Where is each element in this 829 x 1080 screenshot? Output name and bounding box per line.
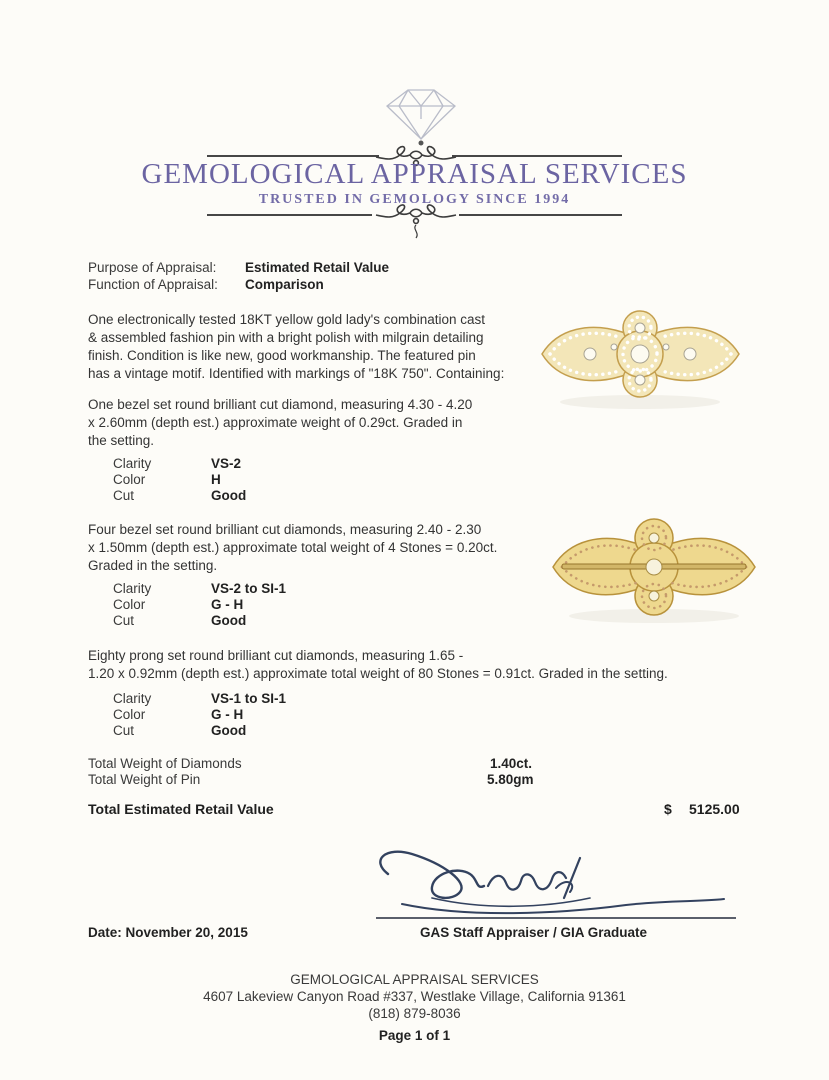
cut-label: Cut [113,723,135,738]
cut-value: Good [211,723,247,738]
description-line: One electronically tested 18KT yellow gold lady's combination cast [88,312,486,327]
pin-front-photo [538,298,743,414]
clarity-value: VS-2 to SI-1 [211,581,287,596]
color-label: Color [113,472,146,487]
stone-line: Four bezel set round brilliant cut diamonds, measuring 2.40 - 2.30 [88,522,482,537]
stone-1-grades [113,456,246,504]
cut-value: Good [211,488,247,503]
company-tagline: TRUSTED IN GEMOLOGY SINCE 1994 [258,192,571,207]
header-rule-bottom-left [207,214,372,216]
description-line: has a vintage motif. Identified with markings of "18K 750". Containing: [88,366,505,381]
total-pin-label: Total Weight of Pin [88,772,201,787]
total-diamonds-value: 1.40ct. [490,756,533,771]
footer-company: GEMOLOGICAL APPRAISAL SERVICES [290,972,539,987]
appraiser-title: GAS Staff Appraiser / GIA Graduate [420,925,648,940]
stone-2-grades [113,581,286,629]
page-number: Page 1 of 1 [378,1028,451,1043]
clarity-label: Clarity [113,691,152,706]
header-rule-bottom-right [459,214,622,216]
color-label: Color [113,707,146,722]
color-label: Color [113,597,146,612]
description-line: & assembled fashion pin with a bright polish with milgrain detailing [88,330,484,345]
color-value: H [211,472,221,487]
stone-line: Eighty prong set round brilliant cut diamonds, measuring 1.65 - [88,648,464,663]
cut-label: Cut [113,488,135,503]
stone-3-description [88,647,668,683]
footer-phone: (818) 879-8036 [368,1006,461,1021]
pin-back-photo [548,506,760,628]
item-description [88,311,504,383]
clarity-value: VS-2 [211,456,242,471]
stone-line: x 2.60mm (depth est.) approximate weight of 0.29ct. Graded in [88,415,463,430]
description-line: finish. Condition is like new, good workmanship. The featured pin [88,348,476,363]
clarity-label: Clarity [113,456,152,471]
purpose-label: Purpose of Appraisal: [88,260,217,275]
clarity-label: Clarity [113,581,152,596]
grand-total-label: Total Estimated Retail Value [88,801,274,817]
cut-value: Good [211,613,247,628]
footer-address: 4607 Lakeview Canyon Road #337, Westlake Village, California 91361 [203,989,626,1004]
function-label: Function of Appraisal: [88,277,218,292]
stone-line: 1.20 x 0.92mm (depth est.) approximate total weight of 80 Stones = 0.91ct. Graded in the setting. [88,666,668,681]
currency-symbol: $ [664,801,672,817]
stone-line: the setting. [88,433,155,448]
appraisal-date: Date: November 20, 2015 [88,925,248,940]
appraiser-signature [368,846,740,922]
cut-label: Cut [113,613,135,628]
total-pin-value: 5.80gm [487,772,534,787]
stone-3-grades [113,691,286,739]
purpose-value: Estimated Retail Value [245,260,390,275]
header-rule-top-left [207,155,379,157]
stone-1-description [88,396,472,450]
color-value: G - H [211,597,244,612]
total-diamonds-label: Total Weight of Diamonds [88,756,242,771]
scroll-flourish-bottom-icon [374,202,458,242]
color-value: G - H [211,707,244,722]
signature-line [376,917,736,919]
header-rule-top-right [452,155,622,157]
function-value: Comparison [245,277,324,292]
diamond-outline-icon [381,85,461,147]
company-title: GEMOLOGICAL APPRAISAL SERVICES [141,158,688,190]
stone-line: Graded in the setting. [88,558,218,573]
clarity-value: VS-1 to SI-1 [211,691,287,706]
stone-line: One bezel set round brilliant cut diamond, measuring 4.30 - 4.20 [88,397,473,412]
grand-total-value: 5125.00 [689,801,740,817]
stone-2-description [88,521,497,575]
stone-line: x 1.50mm (depth est.) approximate total weight of 4 Stones = 0.20ct. [88,540,498,555]
